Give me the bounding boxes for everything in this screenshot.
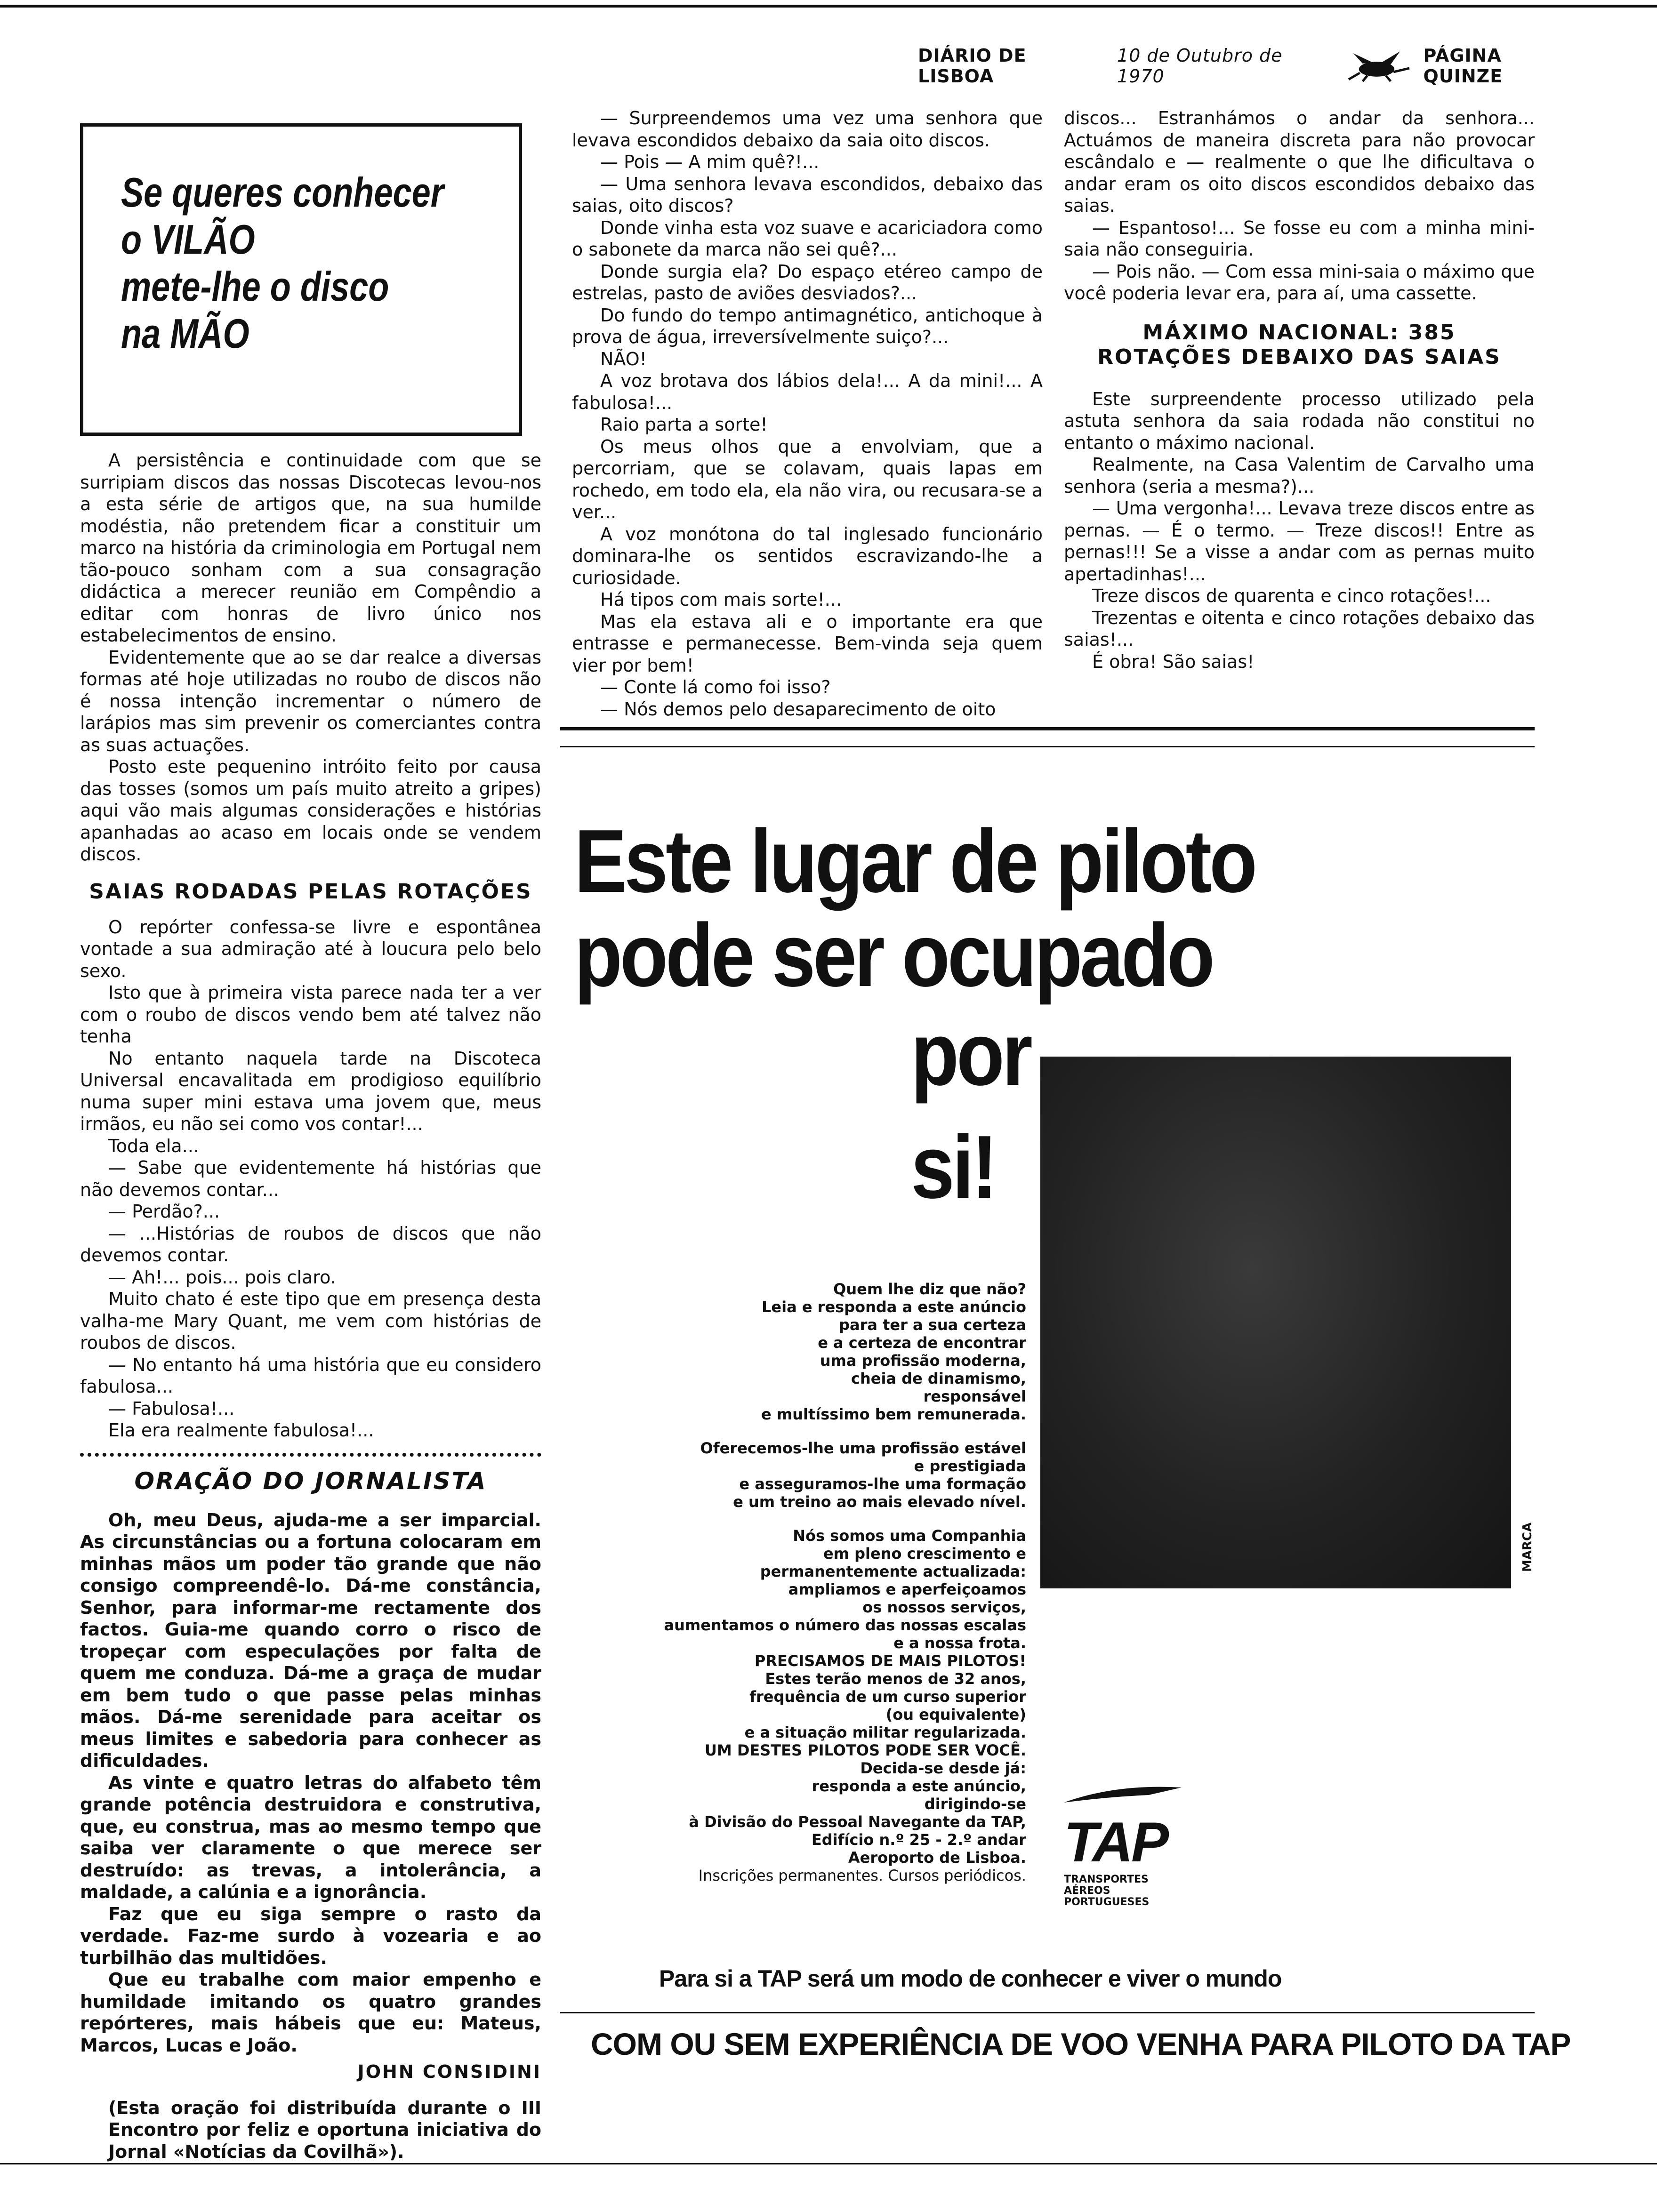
ad-text-line: Quem lhe diz que não?: [833, 1280, 1026, 1298]
paragraph: É obra! São saias!: [1092, 651, 1255, 672]
left-column: [80, 449, 541, 2163]
issue-date: 10 de Outubro de 1970: [1117, 45, 1283, 87]
paragraph: Os meus olhos que a envolviam, que a percorriam, que se colavam, quais lapas em rochedo, em todo ela, ela não vira, ou recusara-se a ver...: [572, 436, 1043, 522]
paragraph: Do fundo do tempo antimagnético, antichoque à prova de água, irreversívelmente suiço?...: [572, 305, 1043, 347]
paragraph: A persistência e continuidade com que se surripiam discos das nossas Discotecas levou-nos a esta série de artigos que, na sua humilde modéstia, não pretendem ficar a constituir um marco na história da criminologia em Portugal nem tão-pouco sonham com a sua consagração didáctica a merecer reunião em Compêndio a editar com honras de livro único nos estabelecimentos de ensino.: [80, 450, 541, 646]
ad-text-line: cheia de dinamismo,: [851, 1370, 1026, 1387]
paragraph: Donde vinha esta voz suave e acariciadora como o sabonete da marca não sei quê?...: [572, 217, 1043, 260]
ad-text-line: frequência de um curso superior: [749, 1688, 1026, 1706]
ad-text-line: e a situação militar regularizada.: [744, 1723, 1026, 1741]
cockpit-photo: [1040, 1057, 1511, 1588]
ad-text-line: Decida-se desde já:: [860, 1759, 1026, 1777]
paragraph: — Perdão?...: [108, 1201, 220, 1222]
ad-text-line: permanentemente actualizada:: [760, 1563, 1026, 1580]
paragraph: — No entanto há uma história que eu considero fabulosa...: [80, 1354, 541, 1397]
subheading: SAIAS RODADAS PELAS ROTAÇÕES: [89, 879, 532, 904]
paragraph: As vinte e quatro letras do alfabeto têm grande potência destruidora e construtiva, que, eu construa, mas ao mesmo tempo que saiba ver claramente o que merece ser destruído: as trevas, a intolerância, a maldade, a calúnia e a ignorância.: [80, 1772, 541, 1902]
paragraph: Mas ela estava ali e o importante era que entrasse e permanecesse. Bem-vinda seja quem vier por bem!: [572, 611, 1043, 676]
fly-icon: [1344, 49, 1414, 82]
paragraph: Muito chato é este tipo que em presença desta valha-me Mary Quant, me vem com histórias de roubos de discos.: [80, 1289, 541, 1353]
paragraph: Oh, meu Deus, ajuda-me a ser imparcial. As circunstâncias ou a fortuna colocaram em minhas mãos um poder tão grande que não consigo compreendê-lo. Dá-me constância, Senhor, para informar-me rectamente dos factos. Guia-me quando corro o risco de tropeçar com especulações por falta de quem me conduza. Dá-me a graça de mudar em bem tudo o que passe pelas minhas mãos. Dá-me serenidade para aceitar os meus limites e sabedoria para conhecer as dificuldades.: [80, 1509, 541, 1771]
paragraph: — Sabe que evidentemente há histórias que não devemos contar...: [80, 1157, 541, 1200]
paragraph: Há tipos com mais sorte!...: [600, 589, 842, 610]
paragraph: Treze discos de quarenta e cinco rotações!...: [1092, 585, 1491, 606]
paragraph: Realmente, na Casa Valentim de Carvalho uma senhora (seria a mesma?)...: [1064, 454, 1535, 497]
ad-text-line: dirigindo-se: [924, 1795, 1026, 1813]
paragraph: Evidentemente que ao se dar realce a diversas formas até hoje utilizadas no roubo de discos não é nossa intenção incrementar o número de larápios mas sim prevenir os comerciantes contra as suas actuações.: [80, 647, 541, 755]
ad-text-line: e um treino ao mais elevado nível.: [733, 1493, 1026, 1511]
paragraph: — Surpreendemos uma vez uma senhora que levava escondidos debaixo da saia oito discos.: [572, 108, 1043, 151]
ad-text-line: em pleno crescimento e: [823, 1545, 1026, 1563]
ad-text-line: Edifício n.º 25 - 2.º andar: [811, 1831, 1026, 1849]
ad-text-line: Inscrições permanentes. Cursos periódicos.: [698, 1867, 1026, 1884]
paragraph: Donde surgia ela? Do espaço etéreo campo de estrelas, pasto de aviões desviados?...: [572, 261, 1043, 304]
ad-text-line: e prestigiada: [914, 1457, 1026, 1475]
paragraph: Este surpreendente processo utilizado pela astuta senhora da saia rodada não constitui no entanto o máximo nacional.: [1064, 388, 1535, 453]
ad-text-line: aumentamos o número das nossas escalas: [664, 1616, 1026, 1634]
ad-text-line: à Divisão do Pessoal Navegante da TAP,: [689, 1813, 1026, 1831]
tap-logo: [1064, 1784, 1205, 1908]
headline-box: [80, 123, 522, 436]
ad-headline: [574, 811, 1516, 1005]
signature: JOHN CONSIDINI: [357, 2061, 541, 2082]
paragraph: — Uma senhora levava escondidos, debaixo das saias, oito discos?: [572, 173, 1043, 216]
paragraph: — Ah!... pois... pois claro.: [108, 1266, 336, 1288]
ad-top-rule: [560, 727, 1535, 730]
ad-body: [650, 1280, 1026, 1884]
paragraph: — Pois não. — Com essa mini-saia o máximo que você poderia levar era, para aí, uma cassette.: [1064, 261, 1535, 304]
paragraph: A voz brotava dos lábios dela!... A da mini!... A fabulosa!...: [572, 370, 1043, 413]
paragraph: Raio parta a sorte!: [600, 414, 768, 435]
ad-tagline: Para si a TAP será um modo de conhecer e viver o mundo: [659, 1965, 1282, 1992]
paragraph: Posto este pequenino intróito feito por causa das tosses (somos um país muito atreito a gripes) aqui vão mais algumas considerações e histórias apanhadas ao acaso em locais onde se vendem discos.: [80, 756, 541, 865]
paragraph: Trezentas e oitenta e cinco rotações debaixo das saias!...: [1064, 607, 1535, 650]
paragraph: — Fabulosa!...: [108, 1398, 235, 1419]
ad-text-line: os nossos serviços,: [862, 1598, 1026, 1616]
ad-text-line: Aeroporto de Lisboa.: [848, 1849, 1026, 1867]
bottom-border-line: [0, 2163, 1657, 2164]
ad-text-line: Estes terão menos de 32 anos,: [765, 1670, 1026, 1688]
ad-footer: COM OU SEM EXPERIÊNCIA DE VOO VENHA PARA PILOTO DA TAP: [591, 2027, 1571, 2061]
paragraph: — Uma vergonha!... Levava treze discos entre as pernas. — É o termo. — Treze discos!! Entre as pernas!!! Se a visse a andar com as pernas muito apertadinhas!...: [1064, 498, 1535, 585]
ad-headline-line-1: Este lugar de piloto: [574, 811, 1255, 911]
middle-column: [572, 107, 1043, 720]
paragraph: Isto que à primeira vista parece nada ter a ver com o roubo de discos vendo bem até talvez não tenha: [80, 982, 541, 1047]
paragraph: discos... Estranhámos o andar da senhora... Actuámos de maneira discreta para não provocar escândalo e — realmente o que lhe dificultava o andar eram os oito discos escondidos debaixo das saias.: [1064, 108, 1535, 216]
top-border-line: [0, 5, 1657, 8]
tap-logo-wing-icon: [1064, 1784, 1186, 1812]
ad-text-line: Leia e responda a este anúncio: [762, 1298, 1026, 1316]
paragraph: A voz monótona do tal inglesado funcionário dominara-lhe os sentidos escravizando-lhe a curiosidade.: [572, 523, 1043, 588]
ad-bottom-rule: [560, 2012, 1535, 2013]
ad-text-line: responsável: [923, 1387, 1026, 1405]
paragraph: Faz que eu siga sempre o rasto da verdade. Faz-me surdo à vozearia e ao turbilhão das multidões.: [80, 1903, 541, 1968]
paragraph: — Nós demos pelo desaparecimento de oito: [600, 698, 996, 720]
ad-text-line: e asseguramos-lhe uma formação: [739, 1475, 1026, 1493]
newspaper-name: DIÁRIO DE LISBOA: [918, 45, 1027, 87]
ad-text-line: e multíssimo bem remunerada.: [761, 1405, 1026, 1423]
ad-text-line: Oferecemos-lhe uma profissão estável: [700, 1439, 1026, 1457]
ad-text-line: e a nossa frota.: [893, 1634, 1026, 1652]
article-title: Se queres conhecer o VILÃO mete-lhe o disco na MÃO: [121, 169, 444, 357]
subheading: MÁXIMO NACIONAL: 385 ROTAÇÕES DEBAIXO DAS SAIAS: [1097, 320, 1501, 369]
ad-headline-line-4: si!: [911, 1117, 996, 1217]
page-header: [918, 45, 1586, 87]
ad-text-line: responda a este anúncio,: [812, 1777, 1026, 1795]
paragraph: — ...Histórias de roubos de discos que não devemos contar.: [80, 1223, 541, 1266]
ad-text-line: e a certeza de encontrar: [818, 1334, 1026, 1352]
paragraph: — Conte lá como foi isso?: [600, 677, 831, 697]
ad-text-line: para ter a sua certeza: [839, 1316, 1026, 1334]
subheading: ORAÇÃO DO JORNALISTA: [134, 1467, 487, 1495]
ad-text-line: UM DESTES PILOTOS PODE SER VOCÊ.: [704, 1741, 1026, 1759]
note: (Esta oração foi distribuída durante o III Encontro por feliz e oportuna iniciativa do Jornal «Notícias da Covilhã»).: [108, 2097, 541, 2162]
ad-headline-line-3: por: [911, 1004, 1030, 1104]
tap-logo-subtitle: TRANSPORTES AÉREOS PORTUGUESES: [1064, 1874, 1150, 1908]
right-column: [1064, 107, 1535, 673]
ad-text-line: Nós somos uma Companhia: [793, 1527, 1026, 1545]
ad-top-rule-thin: [560, 746, 1535, 747]
ornament-divider: [80, 1453, 541, 1459]
page-number: PÁGINA QUINZE: [1423, 45, 1503, 87]
ad-text-line: PRECISAMOS DE MAIS PILOTOS!: [754, 1652, 1026, 1670]
ad-text-line: (ou equivalente): [885, 1706, 1026, 1723]
tap-logo-text: TAP: [1064, 1811, 1167, 1874]
paragraph: Que eu trabalhe com maior empenho e humildade imitando os quatro grandes repórteres, mais hábeis que eu: Mateus, Marcos, Lucas e João.: [80, 1969, 541, 2056]
ad-headline-line-2: pode ser ocupado: [574, 906, 1213, 1005]
paragraph: Ela era realmente fabulosa!...: [108, 1420, 374, 1441]
paragraph: — Pois — A mim quê?!...: [600, 152, 820, 172]
paragraph: O repórter confessa-se livre e espontânea vontade a sua admiração até à loucura pelo belo sexo.: [80, 916, 541, 981]
paragraph: Toda ela...: [108, 1135, 199, 1156]
ad-text-line: ampliamos e aperfeiçoamos: [788, 1580, 1026, 1598]
ad-text-line: uma profissão moderna,: [820, 1352, 1026, 1370]
paragraph: — Espantoso!... Se fosse eu com a minha mini-saia não conseguiria.: [1064, 217, 1535, 260]
paragraph: NÃO!: [600, 348, 647, 369]
photo-credit: MARCA: [1520, 1522, 1535, 1572]
paragraph: No entanto naquela tarde na Discoteca Universal encavalitada em prodigioso equilíbrio numa super mini estava uma jovem que, meus irmãos, eu não sei como vos contar!...: [80, 1048, 541, 1134]
